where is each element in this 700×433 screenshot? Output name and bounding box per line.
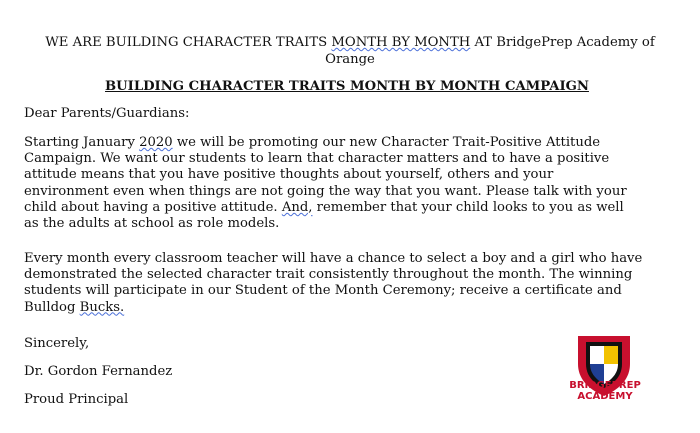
para1-line: as the adults at school as role models. bbox=[24, 216, 280, 232]
para1-and: And, bbox=[281, 199, 313, 215]
para1-text: Starting January bbox=[24, 135, 140, 150]
heading-text-part1: WE ARE BUILDING CHARACTER TRAITS bbox=[45, 35, 332, 50]
para2-line: students will participate in our Student of the Month Ceremony; receive a certificate and bbox=[24, 283, 622, 299]
closing-text: Sincerely, bbox=[24, 336, 90, 351]
heading-text-line2: Orange bbox=[325, 52, 375, 67]
para1-line bbox=[24, 200, 674, 216]
paragraph-selection bbox=[24, 251, 674, 316]
para1-line: attitude means that you have positive thoughts about yourself, others and your bbox=[24, 167, 554, 183]
campaign-title: BUILDING CHARACTER TRAITS MONTH BY MONTH CAMPAIGN bbox=[105, 79, 589, 94]
signer-title: Proud Principal bbox=[24, 392, 129, 407]
para2-line: Every month every classroom teacher will have a chance to select a boy and a girl who have bbox=[24, 251, 643, 266]
para1-text: child about having a positive attitude. bbox=[24, 199, 282, 215]
para1-line: Campaign. We want our students to learn that character matters and to have a positive bbox=[24, 151, 610, 167]
para1-line: environment even when things are not going the way that you want. Please talk with your bbox=[24, 183, 627, 199]
salutation: Dear Parents/Guardians: bbox=[24, 106, 190, 121]
logo-text-academy: ACADEMY bbox=[577, 391, 633, 402]
paragraph-intro bbox=[24, 135, 674, 232]
logo-text-bridgeprep: BRIDGEPREP bbox=[569, 380, 641, 391]
letter-heading bbox=[20, 34, 680, 68]
heading-text-part2: AT BridgePrep Academy of bbox=[470, 35, 655, 50]
para2-bucks: Bucks. bbox=[79, 299, 125, 315]
signer-name: Dr. Gordon Fernandez bbox=[24, 364, 173, 379]
para1-text: we will be promoting our new Character Trait-Positive Attitude bbox=[172, 135, 601, 150]
para2-line: demonstrated the selected character trait consistently throughout the month. The winning bbox=[24, 267, 633, 283]
para1-year: 2020 bbox=[139, 135, 173, 150]
para2-text: Bulldog bbox=[24, 299, 80, 315]
para2-line bbox=[24, 300, 674, 316]
para1-text: remember that your child looks to you as well bbox=[312, 199, 624, 215]
heading-underlined-text: MONTH BY MONTH bbox=[331, 35, 471, 50]
para1-line bbox=[24, 135, 674, 151]
